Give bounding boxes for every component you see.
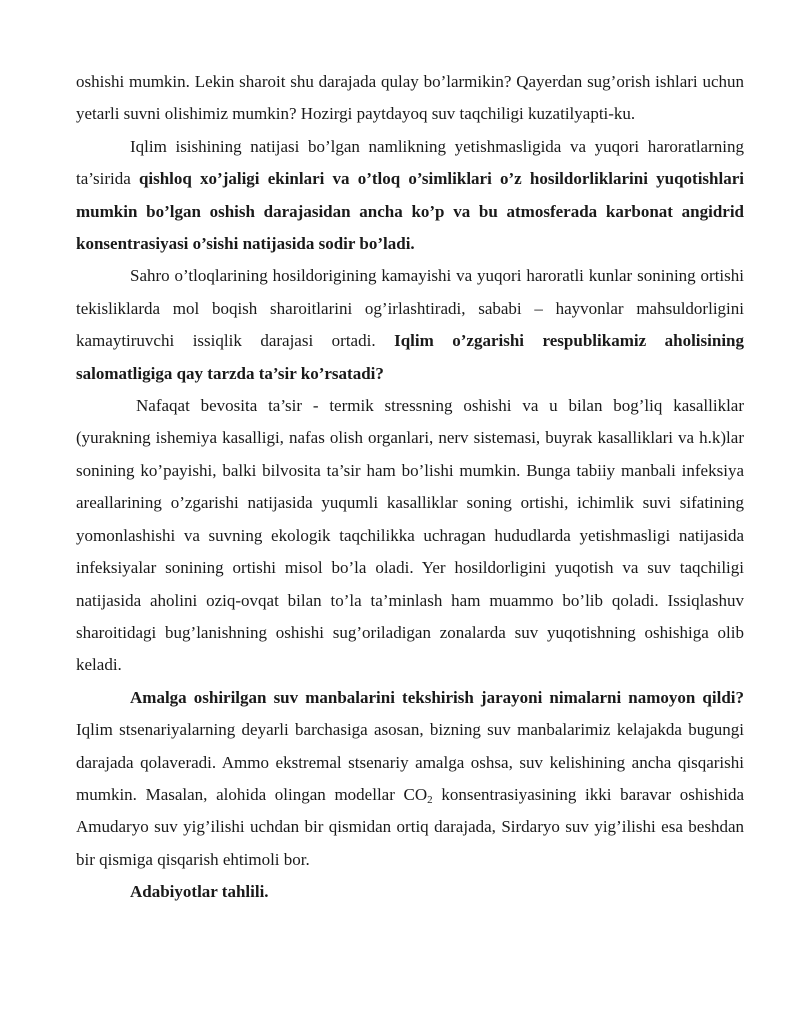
paragraph-bold-text: qishloq xo’jaligi ekinlari va o’tloq o’simliklari o’z hosildorliklarini yuqotishlari mumkin bo’lgan oshish darajasidan ancha ko’p va bu atmosferada karbonat angidrid konsentrasiyasi o’sishi natijasida sodir bo’ladi. — [76, 169, 744, 254]
paragraph-continuation: oshishi mumkin. Lekin sharoit shu darajada qulay bo’larmikin? Qayerdan sug’orish ishlari uchun yetarli suvni olishimiz mumkin? Hozirgi paytdayoq suv taqchiligi kuzatilyapti-ku. — [76, 72, 744, 124]
section-heading: Adabiyotlar tahlili. — [130, 882, 269, 902]
paragraph-text: Sahro o’tloqlarining hosildorigining kamayishi va yuqori haroratli kunlar sonining ortishi tekisliklarda mol boqish sharoitlarini og’irlashtiradi, sababi – hayvonlar mahsuldorligini kamaytiruvchi issiqlik darajasi ortadi. — [76, 266, 744, 351]
co2-formula — [404, 785, 433, 804]
co2-subscript: 2 — [427, 793, 433, 806]
paragraph-desert-pastures — [76, 260, 744, 390]
paragraph-text: Iqlim isishining natijasi bo’lgan namlikning yetishmasligida va yuqori haroratlarning ta’sirida — [76, 136, 744, 189]
paragraph-bold-question: Amalga oshirilgan suv manbalarini tekshirish jarayoni nimalarni namoyon qildi? — [130, 687, 744, 707]
paragraph-climate-warming — [76, 131, 744, 261]
paragraph-health-effects: Nafaqat bevosita ta’sir - termik stressning oshishi va u bilan bog’liq kasalliklar (yurakning ishemiya kasalligi, nafas olish organlari, nerv sistemasi, buyrak kasalliklari va h.k)lar sonining ko’payishi, balki bilvosita ta’sir ham bo’lishi mumkin. Bunga tabiiy manbali infeksiya areallarining o’zgarishi natijasida yuqumli kasalliklar soning ortishi, ichimlik suvi sifatining yomonlashishi va suvning ekologik taqchilikka uchragan hududlarda yetishmasligi natijasida infeksiyalar sonining ortishi misol bo’la oladi. Yer hosildorligini yuqotish va suv taqchiligi natijasida aholini oziq-ovqat bilan to’la ta’minlash ham muammo bo’lib qoladi. Issiqlashuv sharoitidagi bug’lanishning oshishi sug’oriladigan zonalarda suv yuqotishning oshishiga olib keladi. — [76, 396, 744, 675]
document-page — [76, 66, 744, 909]
paragraph-bold-question: Iqlim o’zgarishi respublikamiz aholisining salomatligiga qay tarzda ta’sir ko’rsatadi? — [76, 331, 744, 383]
paragraph-water-resources — [76, 682, 744, 876]
paragraph-text: konsentrasiyasining ikki baravar oshishida Amudaryo suv yig’ilishi uchdan bir qismidan ortiq darajada, Sirdaryo suv yig’ilishi esa beshdan bir qismiga qisqarish ehtimoli bor. — [76, 784, 744, 869]
co-text: CO — [403, 784, 428, 804]
paragraph-text: Iqlim stsenariyalarning deyarli barchasiga asosan, bizning suv manbalarimiz kelajakda bugungi darajada qolaveradi. Ammo ekstremal stsenariy amalga oshsa, suv kelishining ancha qisqarishi mumkin. Masalan, alohida olingan modellar — [76, 720, 744, 804]
